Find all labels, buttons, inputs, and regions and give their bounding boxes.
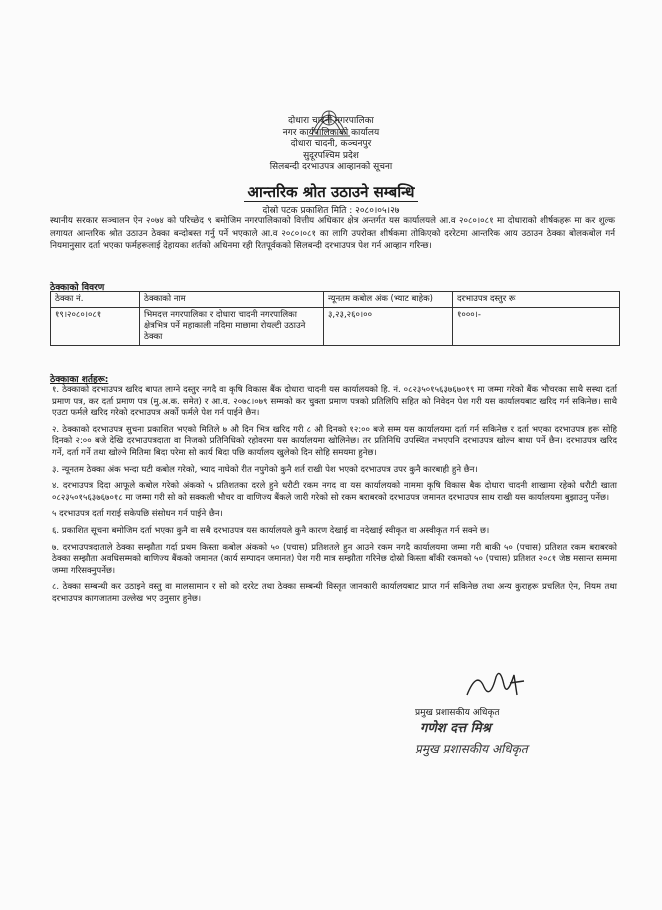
condition-item: ३. न्यूनतम ठेक्का अंक भन्दा घटी कबोल गरेको, भ्याद नाघेको रीत नपुगेको कुनै शर्त राखी पेश भएको दरभाउपत्र उपर कुनै कारबाही हुने छैन।	[52, 464, 478, 475]
cell-min-bid: ३,२३,२६०।००	[324, 308, 453, 346]
intro-paragraph: स्थानीय सरकार सञ्चालन ऐन २०७४ को परिच्छेद ९ बमोजिम नगरपालिकाको वित्तीय अधिकार क्षेत्र अन्तर्गत यस कार्यालयले आ.व २०८०।०८१ मा दोधाराको शीर्षकहरू मा कर शुल्क लगायत आन्तरिक श्रोत उठाउन ठेक्का बन्दोबस्त गर्नु पर्ने भएकाले आ.व २०८०।०८१ का लागि उपरोक्त शीर्षकमा तोकिएको दररेटमा आन्तरिक आय उठाउन ठेक्का बोलकबोल गर्न नियमानुसार दर्ता भएका फर्महरूलाई देहायका शर्तको अधिनमा रही रितपूर्वकको सिलबन्दी दरभाउपत्र पेश गर्न आव्हान गरिन्छ।	[50, 216, 615, 251]
header-address: दोधारा चादनी, कञ्चनपुर	[290, 139, 372, 149]
condition-item: ४. दरभाउपत्र दिदा आफूले कबोल गरेको अंकको ५ प्रतिशतका दरले हुने धरौटी रकम नगद वा यस कार्यालयको नाममा कृषि विकास बैक दोधारा चादनी शाखामा रहेको धरौटी खाता ०८२३५०१५६३७६७०१८ मा जम्मा गरी सो को सक्कली भौचर वा वाणिज्य बैंकले जारी गरेको सो रकम बराबरको दरभाउपत्र जमानत दरभाउपत्र साथ राखी यस कार्यालयमा बुझाउनु पर्नेछ।	[52, 481, 617, 503]
conditions-list	[52, 385, 617, 611]
notice-title: आन्तरिक श्रोत उठाउने सम्बन्धि	[0, 182, 662, 202]
col-header-min-bid: न्यूनतम कबोल अंक (भ्याट बाहेक)	[324, 292, 453, 308]
col-header-tender-name: ठेक्काको नाम	[140, 292, 324, 308]
header-office: नगर कार्यपालिकाको कार्यालय	[282, 127, 380, 138]
header-notice-type: सिलबन्दी दरभाउपत्र आव्हानको सूचना	[269, 162, 393, 172]
col-header-tender-no: ठेक्का नं.	[51, 292, 140, 308]
signatory-name-stamp: गणेश दत्त मिश्र	[420, 721, 491, 736]
condition-item: ८. ठेक्का सम्बन्धी कर उठाइने वस्तु वा मालसामान र सो को दररेट तथा ठेक्का सम्बन्धी विस्तृत जानकारी कार्यालयबाट प्राप्त गर्न सकिनेछ तथा अन्य कुराहरू प्रचलित ऐन, नियम तथा दरभाउपत्र कागजातमा उल्लेख भए उनुसार हुनेछ।	[52, 582, 617, 604]
header-municipality: दोधारा चादनी नगरपालिका	[288, 116, 374, 126]
col-header-fee: दरभाउपत्र दस्तुर रू	[453, 292, 620, 308]
cell-tender-no: १९।२०८०।०८१	[51, 308, 140, 346]
signature-label: प्रमुख प्रशासकीय अधिकृत	[415, 708, 500, 718]
tender-details-heading: ठेक्काको विवरण	[50, 283, 105, 293]
condition-item: ७. दरभाउपत्रदाताले ठेक्का सम्झौता गर्दा प्रथम किस्ता कबोल अंकको ५० (पचास) प्रतिशतले हुन आउने रकम नगदै कार्यालयमा जम्मा गरी बाकी ५० (पचास) प्रतिशत रकम बराबरको ठेक्का सम्झौता अवधिसम्मको बाणिज्य बैंकको जमानत (कार्य सम्पादन जमानत) पेश गरी मात्र सम्झौता गरिनेछ दोस्रो किस्ता बाँकी रकमको ५० (पचास) प्रतिशत २०८१ जेष्ठ मसान्त सम्ममा जम्मा गरिसक्नुपर्नेछ।	[52, 542, 617, 576]
conditions-heading: ठेक्काका शर्तहरू:	[50, 375, 109, 385]
condition-item: ५ दरभाउपत्र दर्ता गराई सकेपछि संसोधन गर्न पाईने छैन।	[52, 509, 223, 520]
office-header	[0, 116, 662, 174]
cell-fee: १०००।-	[453, 308, 620, 346]
tender-table	[50, 291, 620, 346]
condition-item: २. ठेक्काको दरभाउपत्र सुचना प्रकाशित भएको मितिले ७ औ दिन भित्र खरिद गरी ८ औ दिनको १२:०० बजे सम्म यस कार्यालयमा दर्ता गर्न सकिनेछ र दर्ता भएका दरभाउपत्र हरू सोहि दिनको २:०० बजे देखि दरभाउपत्रदाता वा निजको प्रतिनिधिको रहोवरमा यस कार्यालयमा खोलिनेछ। तर प्रतिनिधि उपस्थित नभएपनि दरभाउपत्र खोल्न बाधा पर्ने छैन। दरभाउपत्र खरिद गर्ने, दर्ता गर्ने तथा खोल्ने मितिमा बिदा परेमा सो कार्य बिदा पछि कार्यालय खुलेको दिन सोहि समयमा हुनेछ।	[52, 424, 617, 458]
signature-scribble-icon	[462, 665, 532, 705]
cell-tender-name: भिमदत्त नगरपालिका र दोधारा चादनी नगरपालिका क्षेत्रभित्र पर्ने महाकाली नदिमा माछामा रोयल्टी उठाउने ठेक्का	[140, 308, 324, 346]
condition-item: ६. प्रकाशित सूचना बमोजिम दर्ता भएका कुनै वा सबै दरभाउपत्र यस कार्यालयले कुनै कारण देखाई वा नदेखाई स्वीकृत वा अस्वीकृत गर्न सक्ने छ।	[52, 525, 490, 536]
condition-item: १. ठेक्काको दरभाउपत्र खरिद बापत लाग्ने दस्तुर नगदै वा कृषि विकास बैंक दोधारा चादनी यस कार्यालयको हि. नं. ०८२३५०१५६३७६७०१९ मा जम्मा गरेको बैंक भौचरका साथै सस्था दर्ता प्रमाण पत्र, कर दर्ता प्रमाण पत्र (मु.अ.क. समेत) र आ.व. २०७८।०७९ सम्मको कर चुक्ता प्रमाण पत्रको प्रतिलिपि सहित को निवेदन पेश गरी यस कार्यालयबाट खरिद गर्न सकिनेछ। साथै एउटा फर्मले खरिद गरेको दरभाउपत्र अर्को फर्मले पेश गर्न पाईने छैन।	[52, 385, 617, 419]
publication-date: दोस्रो पटक प्रकाशित मिति : २०८०।०५।२७	[262, 206, 400, 216]
header-province: सुदूरपश्चिम प्रदेश	[303, 150, 359, 161]
table-row	[51, 308, 620, 346]
signatory-designation-stamp: प्रमुख प्रशासकीय अधिकृत	[415, 742, 528, 756]
table-header-row	[51, 292, 620, 308]
